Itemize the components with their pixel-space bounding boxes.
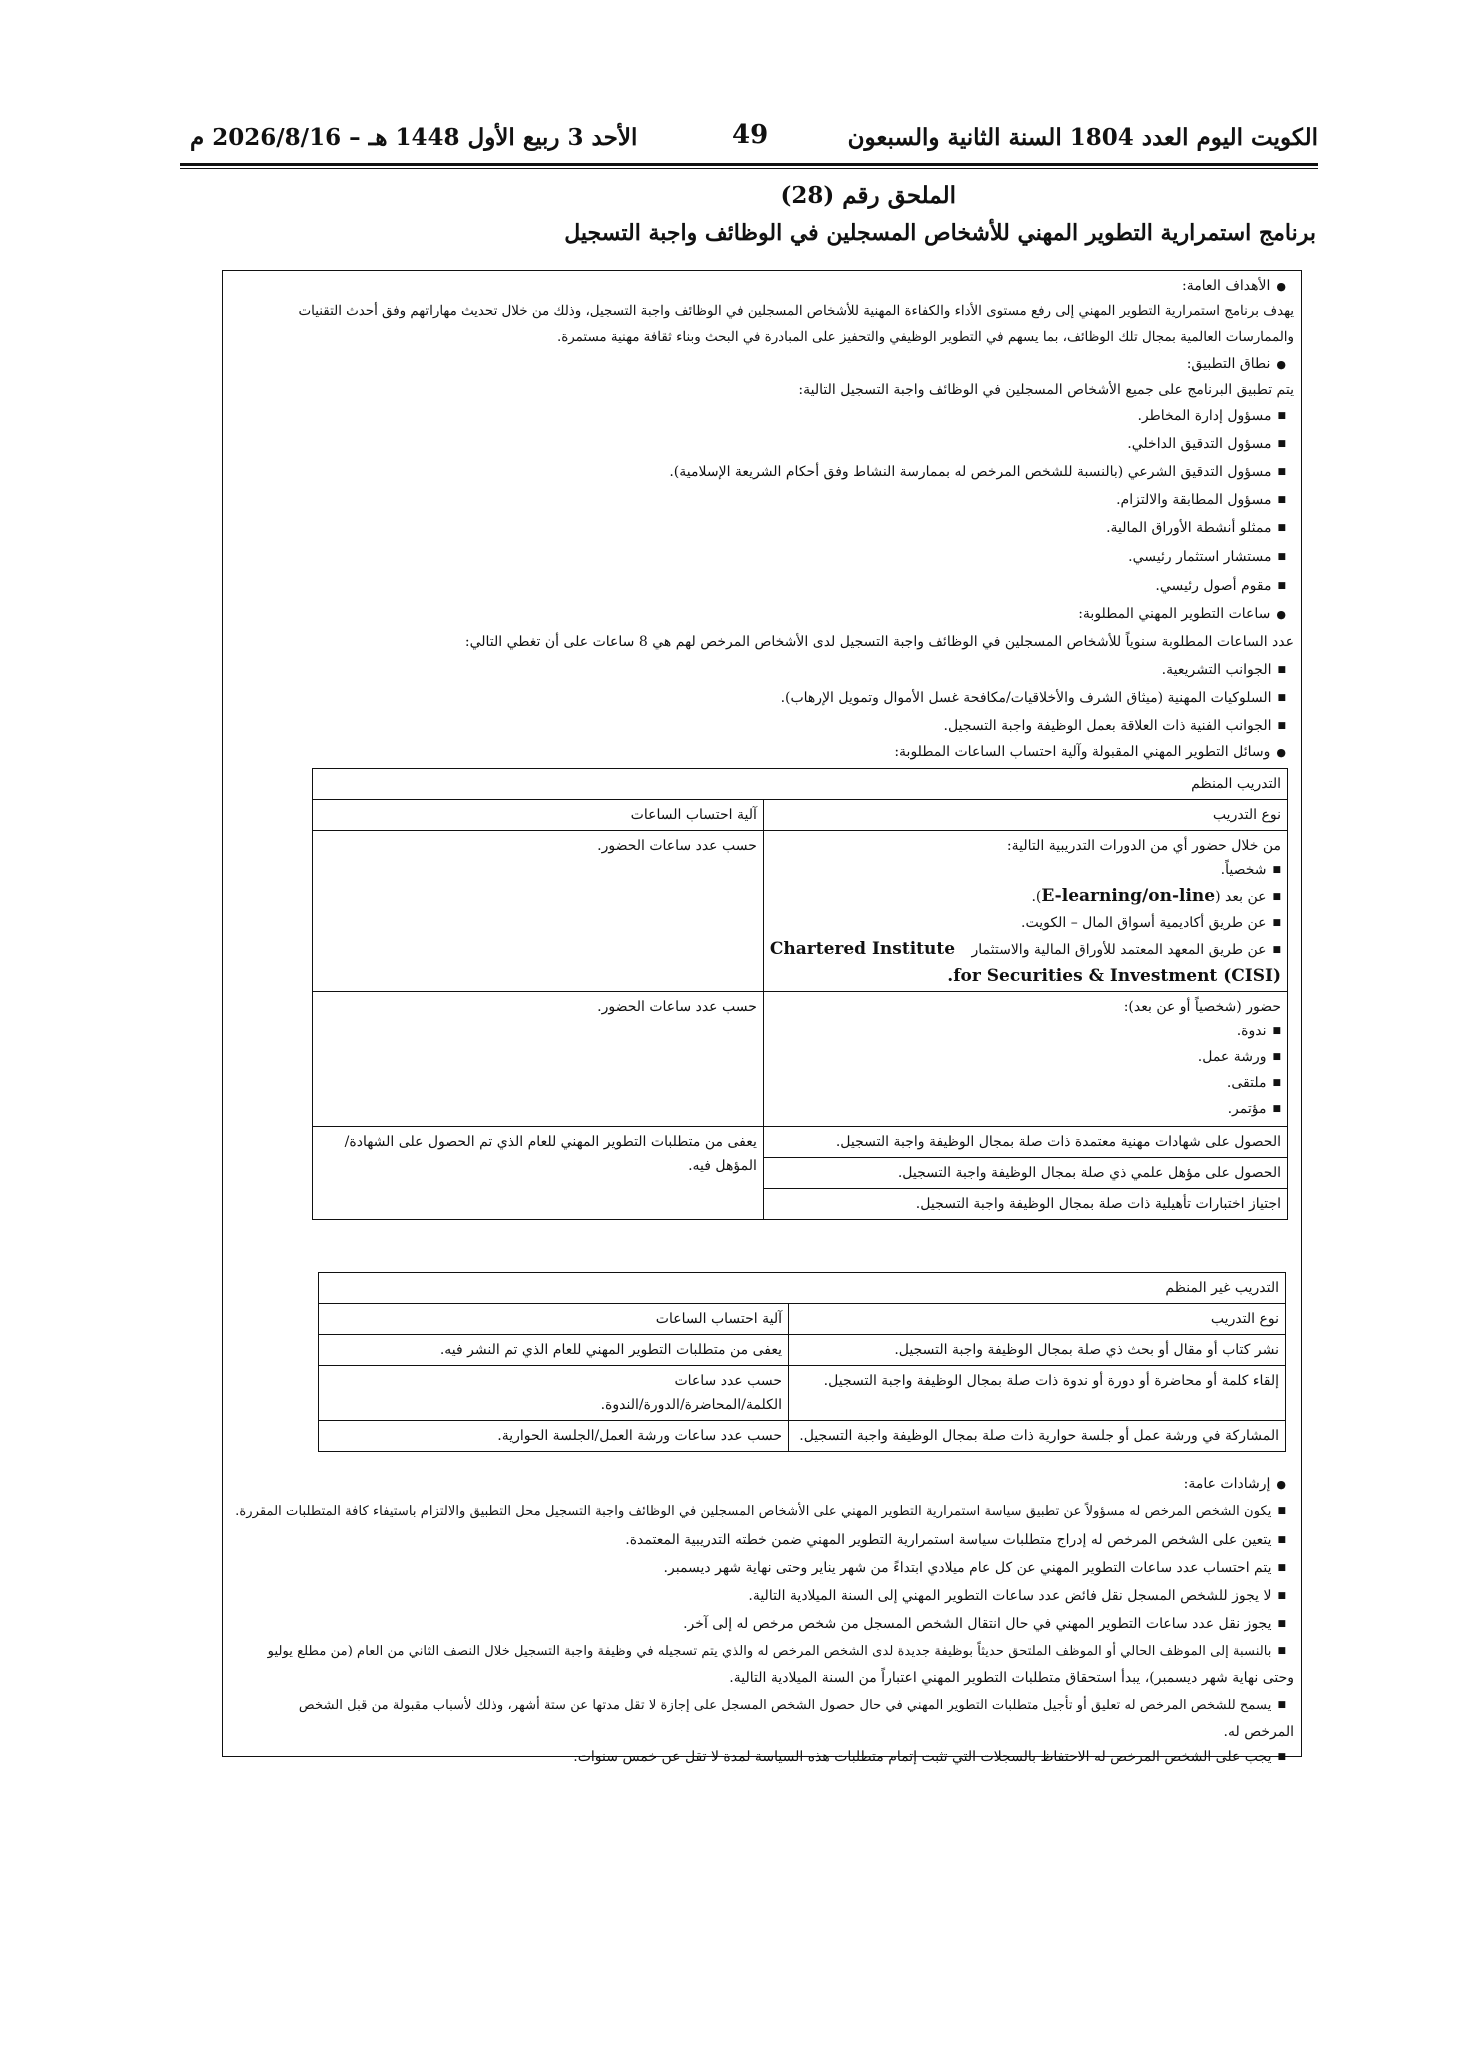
guidance-item-cont: المرخص له. xyxy=(1223,1724,1294,1740)
annex-title: الملحق رقم (28) xyxy=(780,182,956,209)
organized-row-exempt-calc: يعفى من متطلبات التطوير المهني للعام الذي تم الحصول على الشهادة/المؤهل فيه. xyxy=(313,1127,764,1220)
hours-heading: ● ساعات التطوير المهني المطلوبة: xyxy=(1078,604,1286,625)
organized-row-events-calc: حسب عدد ساعات الحضور. xyxy=(313,992,764,1127)
page-number: 49 xyxy=(732,120,769,150)
organized-title: التدريب المنظم xyxy=(313,769,1288,800)
goals-line-1: يهدف برنامج استمرارية التطوير المهني إلى رفع مستوى الأداء والكفاءة المهنية للأشخاص المسجلين في الوظائف واجبة التسجيل، وذلك من خلال تحديث مهاراتهم وفق أحدث التقنيات xyxy=(298,304,1294,319)
lecture-calc-line2: الكلمة/المحاضرة/الدورة/الندوة. xyxy=(600,1397,782,1413)
course-item: ■ عن طريق أكاديمية أسواق المال – الكويت. xyxy=(770,911,1281,937)
cisi-label-2: for Securities & Investment (CISI). xyxy=(947,966,1281,986)
unorganized-row-workshop-calc: حسب عدد ساعات ورشة العمل/الجلسة الحوارية. xyxy=(319,1421,789,1452)
unorganized-row-publish-calc: يعفى من متطلبات التطوير المهني للعام الذي تم النشر فيه. xyxy=(319,1335,789,1366)
page-header xyxy=(180,118,1318,158)
elearning-label: E-learning/on-line xyxy=(1041,886,1216,906)
guidance-item: ■ يسمح للشخص المرخص له تعليق أو تأجيل متطلبات التطوير المهني في حال حصول الشخص المسجل على إجازة لا تقل مدتها عن ستة أشهر، وذلك لأسباب مقبولة من قبل الشخص xyxy=(299,1696,1286,1717)
organized-row-qualification: الحصول على مؤهل علمي ذي صلة بمجال الوظيفة واجبة التسجيل. xyxy=(763,1158,1287,1189)
scope-item: ■ مسؤول إدارة المخاطر. xyxy=(1137,406,1286,428)
guidance-item: ■ بالنسبة إلى الموظف الحالي أو الموظف الملتحق حديثاً بوظيفة جديدة لدى الشخص المرخص له والذي يتم تسجيله في وظيفة واجبة التسجيل خلال النصف الثاني من العام (من مطلع يوليو xyxy=(268,1642,1286,1663)
scope-item: ■ مسؤول التدقيق الشرعي (بالنسبة للشخص المرخص له بممارسة النشاط وفق أحكام الشريعة الإسلامية). xyxy=(669,462,1286,484)
unorganized-title: التدريب غير المنظم xyxy=(319,1273,1286,1304)
cisi-label: Chartered Institute xyxy=(769,939,956,959)
scope-heading: ● نطاق التطبيق: xyxy=(1187,354,1286,375)
event-item: ■ ندوة. xyxy=(770,1019,1281,1045)
organized-training-table xyxy=(312,768,1288,1220)
hours-item: ■ السلوكيات المهنية (ميثاق الشرف والأخلاقيات/مكافحة غسل الأموال وتمويل الإرهاب). xyxy=(781,688,1286,710)
hours-intro: عدد الساعات المطلوبة سنوياً للأشخاص المسجلين في الوظائف واجبة التسجيل لدى الأشخاص المرخص لهم هي 8 ساعات على أن تغطي التالي: xyxy=(464,634,1294,650)
scope-item: ■ مسؤول التدقيق الداخلي. xyxy=(1127,434,1286,456)
hours-item: ■ الجوانب الفنية ذات العلاقة بعمل الوظيفة واجبة التسجيل. xyxy=(944,716,1287,738)
scope-item: ■ مقوم أصول رئيسي. xyxy=(1155,576,1286,598)
guidance-item: ■ يتعين على الشخص المرخص له إدراج متطلبات سياسة استمرارية التطوير المهني ضمن خطته التدريبية المعتمدة. xyxy=(625,1530,1286,1552)
goals-line-2: والممارسات العالمية بمجال تلك الوظائف، بما يسهم في التطوير الوظيفي والتحفيز على المبادرة في البحث وبناء ثقافة مهنية مستمرة. xyxy=(557,330,1294,345)
event-item: ■ مؤتمر. xyxy=(770,1097,1281,1123)
course-item: ■ عن بعد (E-learning/on-line). xyxy=(770,884,1281,911)
unorganized-row-lecture-calc xyxy=(319,1366,789,1421)
header-date: الأحد 3 ربيع الأول 1448 هـ – 2026/8/16 م xyxy=(190,124,638,151)
unorganized-col-type: نوع التدريب xyxy=(789,1304,1286,1335)
hours-item: ■ الجوانب التشريعية. xyxy=(1162,660,1286,682)
organized-col-type: نوع التدريب xyxy=(763,800,1287,831)
guidance-heading: ● إرشادات عامة: xyxy=(1184,1474,1286,1495)
scope-intro: يتم تطبيق البرنامج على جميع الأشخاص المسجلين في الوظائف واجبة التسجيل التالية: xyxy=(798,382,1294,398)
scope-item: ■ مسؤول المطابقة والالتزام. xyxy=(1116,490,1286,512)
guidance-item: ■ يجب على الشخص المرخص له الاحتفاظ بالسجلات التي تثبت إتمام متطلبات هذه السياسة لمدة لا تقل عن خمس سنوات. xyxy=(573,1748,1286,1768)
unorganized-row-workshop: المشاركة في ورشة عمل أو جلسة حوارية ذات صلة بمجال الوظيفة واجبة التسجيل. xyxy=(789,1421,1286,1452)
courses-intro: من خلال حضور أي من الدورات التدريبية التالية: xyxy=(1006,838,1281,854)
document-title: برنامج استمرارية التطوير المهني للأشخاص المسجلين في الوظائف واجبة التسجيل xyxy=(564,220,1316,246)
header-rule-thin xyxy=(180,168,1318,169)
means-heading: ● وسائل التطوير المهني المقبولة وآلية احتساب الساعات المطلوبة: xyxy=(894,742,1286,763)
unorganized-col-calc: آلية احتساب الساعات xyxy=(319,1304,789,1335)
course-item: ■ عن طريق المعهد المعتمد للأوراق المالية والاستثمار Chartered Institute xyxy=(770,937,1281,964)
guidance-item: ■ يجوز نقل عدد ساعات التطوير المهني في حال انتقال الشخص المسجل من شخص مرخص له إلى آخر. xyxy=(683,1614,1286,1636)
unorganized-row-publish: نشر كتاب أو مقال أو بحث ذي صلة بمجال الوظيفة واجبة التسجيل. xyxy=(789,1335,1286,1366)
organized-row-exams: اجتياز اختبارات تأهيلية ذات صلة بمجال الوظيفة واجبة التسجيل. xyxy=(763,1189,1287,1220)
unorganized-training-table xyxy=(318,1272,1286,1452)
unorganized-row-lecture: إلقاء كلمة أو محاضرة أو دورة أو ندوة ذات صلة بمجال الوظيفة واجبة التسجيل. xyxy=(789,1366,1286,1421)
course-item: ■ شخصياً. xyxy=(770,858,1281,884)
guidance-item-cont: وحتى نهاية شهر ديسمبر)، يبدأ استحقاق متطلبات التطوير المهني اعتباراً من السنة الميلادية التالية. xyxy=(729,1670,1294,1686)
organized-row-events xyxy=(763,992,1287,1127)
guidance-item: ■ لا يجوز للشخص المسجل نقل فائض عدد ساعات التطوير المهني إلى السنة الميلادية التالية. xyxy=(748,1586,1286,1608)
lecture-calc-line1: حسب عدد ساعات xyxy=(674,1373,782,1389)
guidance-item: ■ يكون الشخص المرخص له مسؤولاً عن تطبيق سياسة استمرارية التطوير المهني على الأشخاص المسجلين في الوظائف واجبة التسجيل محل التطبيق والالتزام باستيفاء كافة المتطلبات المقررة. xyxy=(235,1502,1286,1523)
scope-item: ■ مستشار استثمار رئيسي. xyxy=(1128,547,1286,569)
organized-row-courses xyxy=(763,831,1287,992)
scope-item: ■ ممثلو أنشطة الأوراق المالية. xyxy=(1106,518,1286,540)
event-item: ■ ملتقى. xyxy=(770,1071,1281,1097)
organized-col-calc: آلية احتساب الساعات xyxy=(313,800,764,831)
events-intro: حضور (شخصياً أو عن بعد): xyxy=(1123,999,1281,1015)
guidance-item: ■ يتم احتساب عدد ساعات التطوير المهني عن كل عام ميلادي ابتداءً من شهر يناير وحتى نهاية شهر ديسمبر. xyxy=(664,1558,1286,1580)
organized-row-certificates: الحصول على شهادات مهنية معتمدة ذات صلة بمجال الوظيفة واجبة التسجيل. xyxy=(763,1127,1287,1158)
header-rule xyxy=(180,163,1318,166)
header-issue: الكويت اليوم العدد 1804 السنة الثانية والسبعون xyxy=(847,124,1318,151)
event-item: ■ ورشة عمل. xyxy=(770,1045,1281,1071)
goals-heading: ● الأهداف العامة: xyxy=(1182,276,1286,297)
organized-row-courses-calc: حسب عدد ساعات الحضور. xyxy=(313,831,764,992)
